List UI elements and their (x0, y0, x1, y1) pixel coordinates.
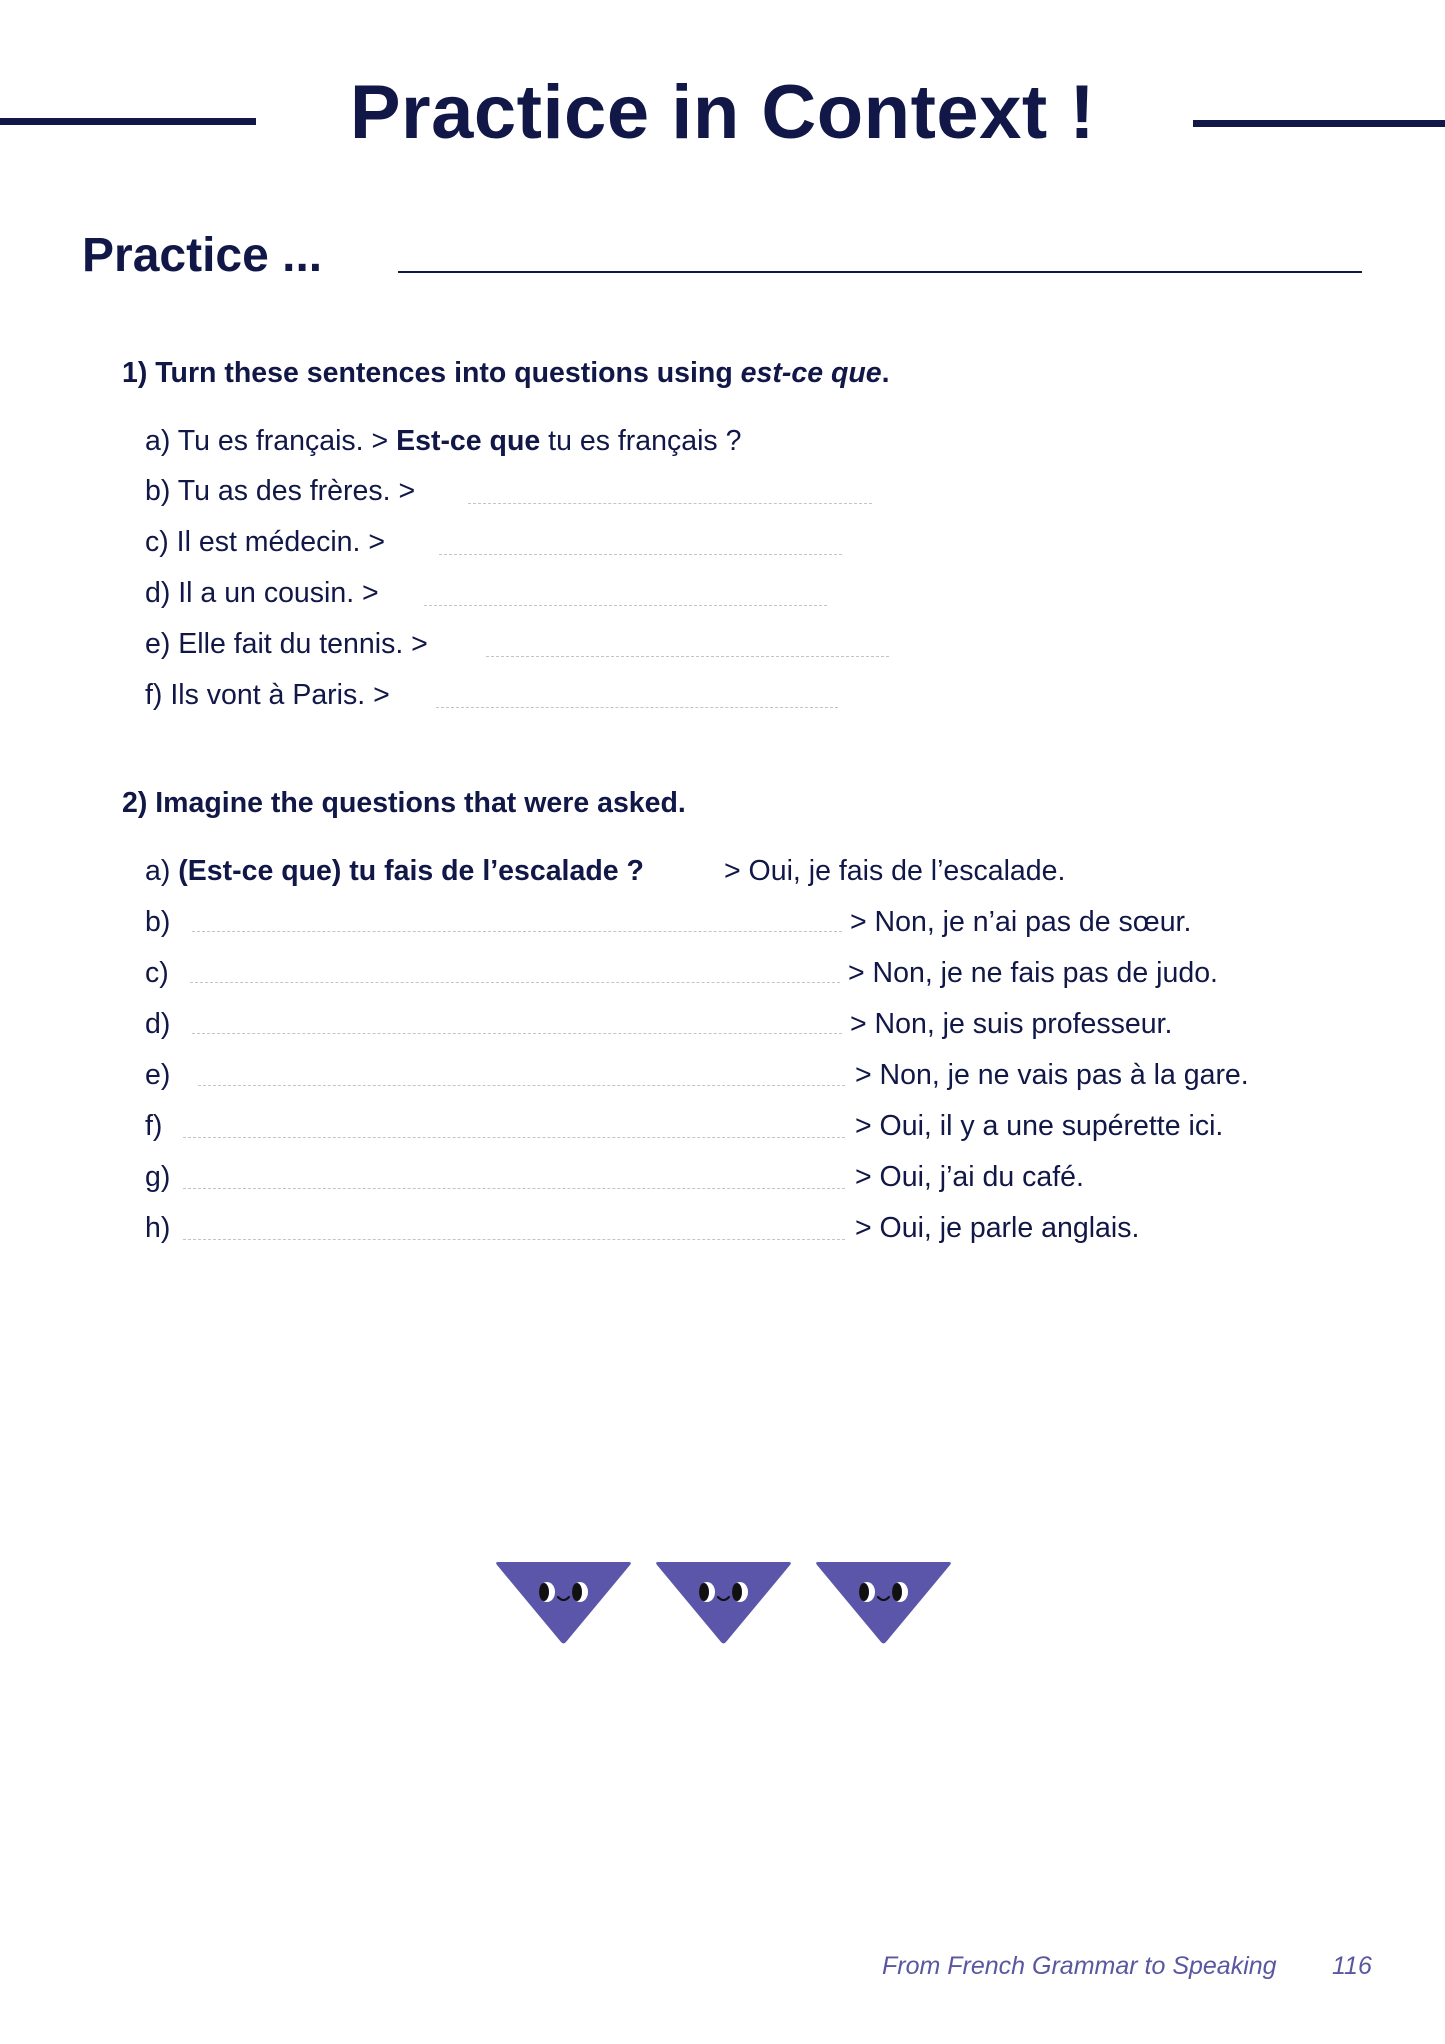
item-prompt: Elle fait du tennis. > (178, 628, 428, 660)
subtitle-rule (398, 271, 1362, 273)
exercise-2-example (145, 854, 644, 888)
answer-blank-2h[interactable] (183, 1239, 845, 1240)
exercise-1-heading-emphasis: est-ce que (740, 357, 882, 389)
triangle-face-icon (655, 1561, 792, 1644)
answer-blank-2c[interactable] (190, 982, 840, 983)
item-label: c) (145, 526, 169, 558)
exercise-1-heading (122, 356, 890, 390)
reply-2b: > Non, je n’ai pas de sœur. (850, 906, 1192, 938)
item-label: f) (145, 679, 163, 711)
answer-blank-1e[interactable] (486, 656, 889, 657)
item-label: a) (145, 855, 171, 887)
answer-blank-2e[interactable] (198, 1085, 845, 1086)
exercise-1-heading-suffix: . (881, 357, 890, 389)
footer-page-number: 116 (1332, 1952, 1372, 1980)
item-prompt: Il a un cousin. > (178, 577, 379, 609)
exercise-2-item-h-label: h) (145, 1212, 171, 1244)
reply-2f: > Oui, il y a une supérette ici. (855, 1110, 1224, 1142)
answer-blank-2d[interactable] (192, 1033, 842, 1034)
answer-blank-1c[interactable] (439, 554, 842, 555)
triangle-face-icon (815, 1561, 952, 1644)
exercise-2-item-g-label: g) (145, 1161, 171, 1193)
reply-2c: > Non, je ne fais pas de judo. (848, 957, 1218, 989)
exercise-2-heading: 2) Imagine the questions that were asked. (122, 787, 686, 819)
item-prompt: Tu as des frères. > (177, 475, 416, 507)
example-reply: > Oui, je fais de l’escalade. (724, 855, 1066, 887)
example-answer-bold: Est-ce que (396, 425, 541, 457)
item-label: e) (145, 628, 171, 660)
example-question: (Est-ce que) tu fais de l’escalade ? (178, 855, 644, 887)
exercise-1-heading-text: 1) Turn these sentences into questions using (122, 357, 741, 389)
reply-2e: > Non, je ne vais pas à la gare. (855, 1059, 1249, 1091)
reply-2g: > Oui, j’ai du café. (855, 1161, 1084, 1193)
exercise-2-item-b-label: b) (145, 906, 171, 938)
section-subtitle: Practice ... (82, 229, 323, 282)
exercise-2-item-e-label: e) (145, 1059, 171, 1091)
answer-blank-1f[interactable] (436, 707, 838, 708)
exercise-1-item-b (145, 474, 415, 508)
item-prompt: Ils vont à Paris. > (170, 679, 390, 711)
item-label: d) (145, 577, 171, 609)
exercise-1-item-e (145, 627, 428, 661)
footer-book-title: From French Grammar to Speaking (882, 1952, 1277, 1980)
title-rule-right (1193, 120, 1445, 127)
reply-2d: > Non, je suis professeur. (850, 1008, 1173, 1040)
answer-blank-1b[interactable] (468, 503, 872, 504)
answer-blank-2g[interactable] (183, 1188, 845, 1189)
answer-blank-2b[interactable] (192, 931, 842, 932)
exercise-1-item-d (145, 576, 379, 610)
reply-2h: > Oui, je parle anglais. (855, 1212, 1140, 1244)
page-title: Practice in Context ! (349, 70, 1096, 155)
exercise-1-item-f (145, 678, 390, 712)
answer-blank-2f[interactable] (183, 1137, 845, 1138)
exercise-2-item-f-label: f) (145, 1110, 163, 1142)
answer-blank-1d[interactable] (424, 605, 827, 606)
triangle-face-icon (495, 1561, 632, 1644)
exercise-2-item-d-label: d) (145, 1008, 171, 1040)
item-prompt: Tu es français. > (177, 425, 389, 457)
exercise-2-item-c-label: c) (145, 957, 169, 989)
item-label: b) (145, 475, 171, 507)
exercise-1-item-c (145, 525, 385, 559)
exercise-1-example (145, 424, 741, 458)
title-rule-left (0, 118, 256, 125)
item-label: a) (145, 425, 171, 457)
item-prompt: Il est médecin. > (176, 526, 385, 558)
example-answer-rest: tu es français ? (548, 425, 742, 457)
